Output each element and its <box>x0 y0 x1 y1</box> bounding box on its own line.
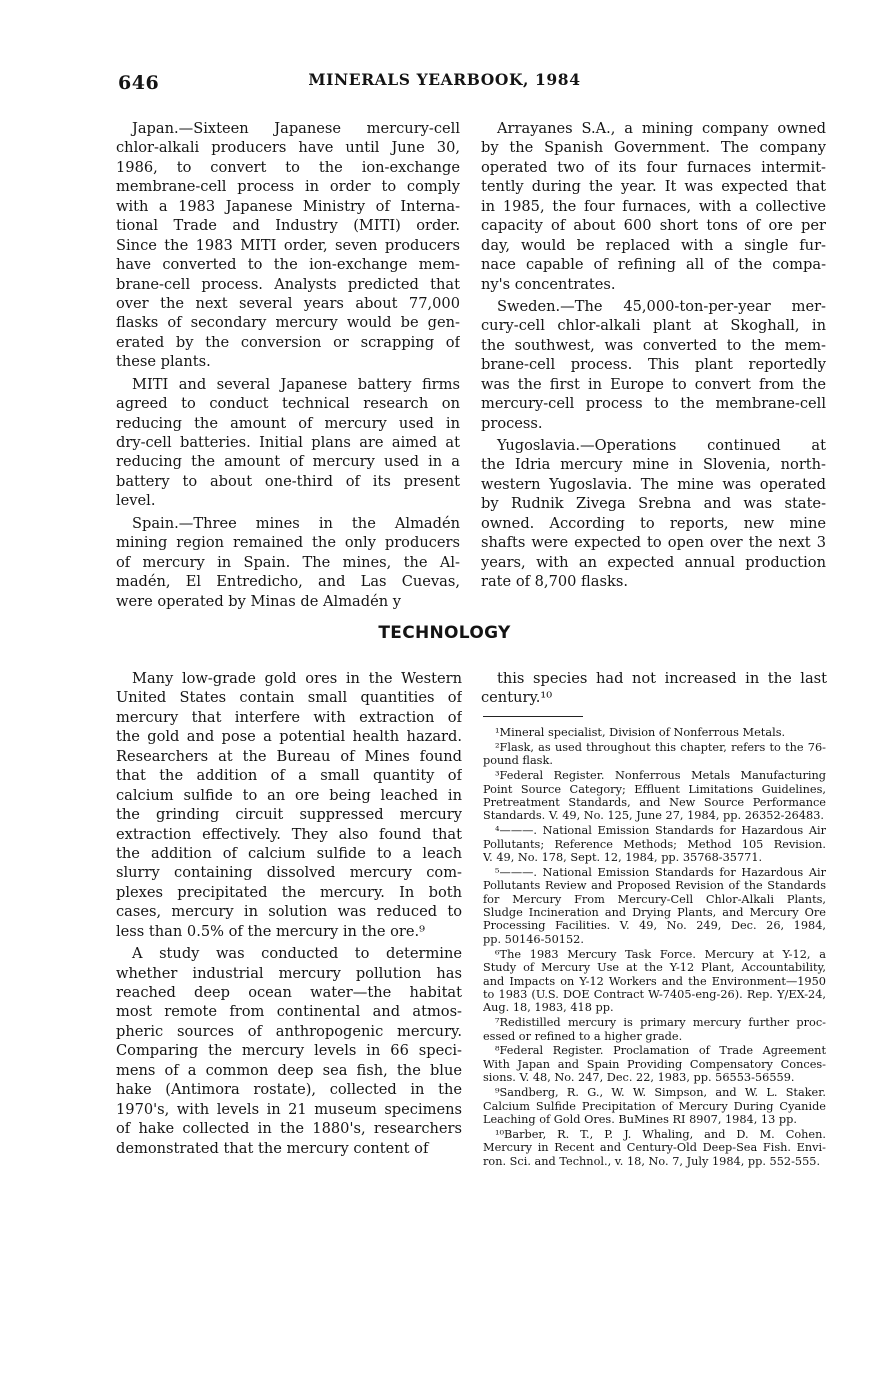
text-line: tional Trade and Industry (MITI) order. <box>116 217 460 235</box>
paragraph <box>481 669 827 708</box>
footnote-line: ron. Sci. and Technol., v. 18, No. 7, July 1984, pp. 552-555. <box>483 1154 821 1168</box>
text-line: these plants. <box>116 353 211 371</box>
text-line: most remote from continental and atmos- <box>116 1003 462 1021</box>
text-line: of hake collected in the 1880's, researchers <box>116 1120 462 1138</box>
text-line: agreed to conduct technical research on <box>116 395 460 413</box>
text-line: by Rudnik Zivega Srebna and was state- <box>481 495 826 513</box>
paragraph <box>116 375 460 511</box>
text-line: in 1985, the four furnaces, with a collective <box>481 197 826 215</box>
text-line: operated two of its four furnaces intermit- <box>481 158 826 176</box>
footnote-line: to 1983 (U.S. DOE Contract W-7405-eng-26). Rep. Y/EX-24, <box>483 987 826 1001</box>
footnote-line: for Mercury From Mercury-Cell Chlor-Alkali Plants, <box>483 892 826 906</box>
text-line: hake (Antimora rostate), collected in the <box>116 1081 462 1099</box>
footnote-line: ⁹Sandberg, R. G., W. W. Simpson, and W. L. Staker. <box>495 1086 826 1100</box>
text-line: Arrayanes S.A., a mining company owned <box>497 120 826 137</box>
footnote <box>483 948 826 1015</box>
footnote-line: Study of Mercury Use at the Y-12 Plant, Accountability, <box>483 961 826 975</box>
footnote-line: ⁵———. National Emission Standards for Hazardous Air <box>495 865 826 879</box>
footnote-line: ²Flask, as used throughout this chapter, refers to the 76- <box>495 740 826 754</box>
text-line: day, would be replaced with a single fur- <box>481 236 826 254</box>
text-line: 1970's, with levels in 21 museum specimens <box>116 1100 462 1118</box>
text-line: this species had not increased in the last <box>497 670 827 687</box>
footnote <box>483 1086 826 1126</box>
footnote <box>483 726 826 739</box>
text-line: flasks of secondary mercury would be gen- <box>116 314 460 332</box>
text-line: Comparing the mercury levels in 66 speci- <box>116 1042 462 1060</box>
footnote-line: Pretreatment Standards, and New Source Performance <box>483 795 826 809</box>
footnote <box>483 741 826 768</box>
text-line: calcium sulfide to an ore being leached in <box>116 786 462 804</box>
text-line: by the Spanish Government. The company <box>481 139 826 157</box>
text-line: tently during the year. It was expected that <box>481 178 826 196</box>
text-line: Spain.—Three mines in the Almadén <box>132 514 460 532</box>
footnote-line: essed or refined to a higher grade. <box>483 1029 683 1043</box>
footnote-line: Calcium Sulfide Precipitation of Mercury During Cyanide <box>483 1099 826 1113</box>
paragraph <box>116 944 462 1158</box>
text-line: erated by the conversion or scrapping of <box>116 333 460 351</box>
column-bottom-left <box>116 669 462 1158</box>
text-line: 1986, to convert to the ion-exchange <box>116 158 460 176</box>
footnote-line: Aug. 18, 1983, 418 pp. <box>483 1001 614 1015</box>
text-line: mens of a common deep sea fish, the blue <box>116 1061 462 1079</box>
text-line: reducing the amount of mercury used in a <box>116 453 460 471</box>
text-line: dry-cell batteries. Initial plans are aimed at <box>116 434 460 451</box>
text-line: chlor-alkali producers have until June 30, <box>116 139 460 157</box>
footnote-line: Leaching of Gold Ores. BuMines RI 8907, 1984, 13 pp. <box>483 1112 797 1126</box>
text-line: plexes precipitated the mercury. In both <box>116 883 462 901</box>
text-line: nace capable of refining all of the compa- <box>481 256 826 274</box>
text-line: Many low-grade gold ores in the Western <box>132 670 462 687</box>
text-line: process. <box>481 414 543 432</box>
footnote-line: Processing Facilities. V. 49, No. 249, Dec. 26, 1984, <box>483 919 826 933</box>
footnote-line: ¹Mineral specialist, Division of Nonferrous Metals. <box>495 726 786 739</box>
text-line: was the first in Europe to convert from the <box>481 375 826 393</box>
text-line: pheric sources of anthropogenic mercury. <box>116 1022 462 1040</box>
text-line: brane-cell process. This plant reportedly <box>481 356 826 374</box>
column-bottom-right <box>481 669 827 708</box>
footnote-rule <box>483 716 583 717</box>
text-line: have converted to the ion-exchange mem- <box>116 256 460 274</box>
text-line: madén, El Entredicho, and Las Cuevas, <box>116 573 460 591</box>
text-line: with a 1983 Japanese Ministry of Interna- <box>116 197 460 215</box>
footnote-line: V. 49, No. 178, Sept. 12, 1984, pp. 35768-35771. <box>483 851 763 865</box>
footnote <box>483 866 826 946</box>
text-line: extraction effectively. They also found that <box>116 825 462 843</box>
section-heading: TECHNOLOGY <box>378 623 511 643</box>
footnote-line: pp. 50146-50152. <box>483 932 584 946</box>
text-line: United States contain small quantities of <box>116 689 462 707</box>
text-line: less than 0.5% of the mercury in the ore.⁹ <box>116 922 426 940</box>
footnote <box>483 769 826 823</box>
text-line: reducing the amount of mercury used in <box>116 414 460 432</box>
paragraph <box>116 119 460 372</box>
text-line: the grinding circuit suppressed mercury <box>116 806 462 824</box>
text-line: owned. According to reports, new mine <box>481 514 826 532</box>
footnote-line: ⁷Redistilled mercury is primary mercury further proc- <box>495 1016 826 1030</box>
text-line: mercury that interfere with extraction of <box>116 708 462 726</box>
text-line: that the addition of a small quantity of <box>116 767 462 785</box>
text-line: ny's concentrates. <box>481 275 616 293</box>
footnote <box>483 1016 826 1043</box>
footnote <box>483 824 826 864</box>
text-line: battery to about one-third of its present <box>116 472 460 490</box>
footnote-line: ⁸Federal Register. Proclamation of Trade Agreement <box>495 1044 826 1058</box>
paragraph <box>116 669 462 941</box>
running-title: MINERALS YEARBOOK, 1984 <box>308 70 581 89</box>
footnote-line: Sludge Incineration and Drying Plants, and Mercury Ore <box>483 906 826 920</box>
text-line: Since the 1983 MITI order, seven producers <box>116 236 460 254</box>
page-number: 646 <box>118 72 160 94</box>
footnote-line: pound flask. <box>483 754 553 768</box>
footnote-line: Mercury in Recent and Century-Old Deep-Sea Fish. Envi- <box>483 1141 826 1155</box>
text-line: MITI and several Japanese battery firms <box>132 375 460 393</box>
text-line: mercury-cell process to the membrane-cell <box>481 395 826 413</box>
column-top-left <box>116 119 460 611</box>
footnote-line: With Japan and Spain Providing Compensatory Conces- <box>483 1057 826 1071</box>
text-line: the Idria mercury mine in Slovenia, north- <box>481 456 826 474</box>
text-line: the southwest, was converted to the mem- <box>481 336 826 354</box>
text-line: over the next several years about 77,000 <box>116 294 460 312</box>
paragraph <box>481 119 826 294</box>
footnote-line: ¹⁰Barber, R. T., P. J. Whaling, and D. M. Cohen. <box>495 1127 826 1141</box>
text-line: rate of 8,700 flasks. <box>481 573 628 591</box>
footnote-line: ³Federal Register. Nonferrous Metals Manufacturing <box>495 769 826 783</box>
text-line: membrane-cell process in order to comply <box>116 178 460 196</box>
text-line: the gold and pose a potential health hazard. <box>116 728 462 746</box>
footnote <box>483 1044 826 1084</box>
text-line: cases, mercury in solution was reduced to <box>116 903 462 921</box>
text-line: level. <box>116 492 156 510</box>
text-line: Sweden.—The 45,000-ton-per-year mer- <box>497 297 826 315</box>
footnotes <box>483 726 826 1168</box>
footnote-line: ⁴———. National Emission Standards for Hazardous Air <box>495 824 826 838</box>
footnote-line: Standards. V. 49, No. 125, June 27, 1984, pp. 26352-26483. <box>483 809 824 823</box>
footnote-line: sions. V. 48, No. 247, Dec. 22, 1983, pp. 56553-56559. <box>483 1071 795 1085</box>
text-line: were operated by Minas de Almadén y <box>116 592 401 610</box>
text-line: western Yugoslavia. The mine was operated <box>481 475 826 493</box>
text-line: mining region remained the only producers <box>116 534 460 552</box>
column-top-right <box>481 119 826 592</box>
text-line: Japan.—Sixteen Japanese mercury-cell <box>132 120 460 137</box>
text-line: Researchers at the Bureau of Mines found <box>116 747 462 765</box>
text-line: brane-cell process. Analysts predicted that <box>116 275 460 293</box>
text-line: the addition of calcium sulfide to a leach <box>116 844 462 862</box>
text-line: capacity of about 600 short tons of ore per <box>481 217 826 235</box>
footnote-line: Pollutants; Reference Methods; Method 105 Revision. <box>483 837 826 851</box>
text-line: A study was conducted to determine <box>132 945 462 963</box>
footnote-line: Pollutants Review and Proposed Revision of the Standards <box>483 879 826 893</box>
text-line: of mercury in Spain. The mines, the Al- <box>116 553 460 571</box>
text-line: century.¹⁰ <box>481 689 553 707</box>
text-line: years, with an expected annual production <box>481 553 826 571</box>
text-line: Yugoslavia.—Operations continued at <box>497 437 826 454</box>
paragraph <box>481 297 826 433</box>
footnote <box>483 1128 826 1168</box>
paragraph <box>116 514 460 611</box>
text-line: whether industrial mercury pollution has <box>116 964 462 982</box>
footnote-line: ⁶The 1983 Mercury Task Force. Mercury at Y-12, a <box>495 947 826 961</box>
text-line: shafts were expected to open over the next 3 <box>481 534 826 552</box>
text-line: demonstrated that the mercury content of <box>116 1139 429 1157</box>
paragraph <box>481 436 826 592</box>
footnote-line: Point Source Category; Effluent Limitations Guidelines, <box>483 782 826 796</box>
text-line: cury-cell chlor-alkali plant at Skoghall, in <box>481 317 826 335</box>
footnote-line: and Impacts on Y-12 Workers and the Environment—1950 <box>483 974 826 988</box>
text-line: reached deep ocean water—the habitat <box>116 984 462 1001</box>
text-line: slurry containing dissolved mercury com- <box>116 864 462 882</box>
